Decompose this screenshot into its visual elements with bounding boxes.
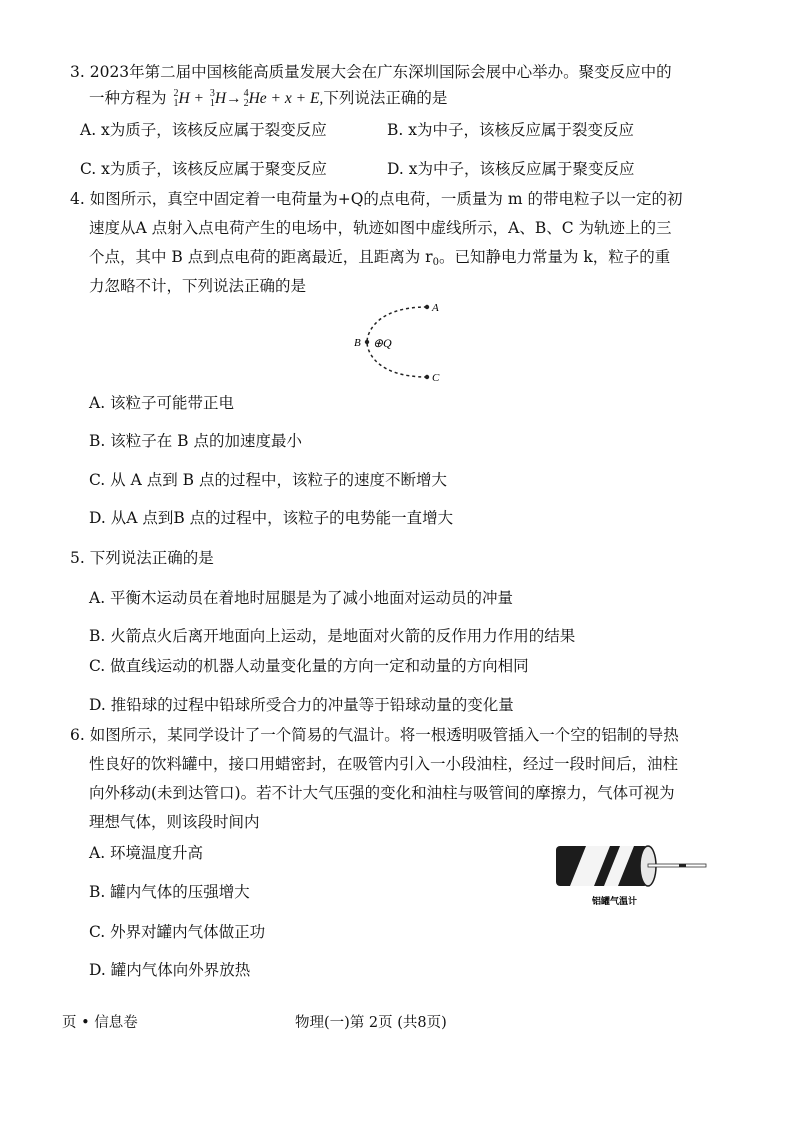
he-symbol: He xyxy=(248,90,267,107)
q5-option-a: A. 平衡木运动员在着地时屈腿是为了减小地面对运动员的冲量 xyxy=(89,589,514,607)
h3-symbol: H xyxy=(214,90,227,107)
label-c: C xyxy=(432,372,440,384)
q4-stem-line1: 4. 如图所示，真空中固定着一电荷量为+Q的点电荷，一质量为 m 的带电粒子以一定的初 xyxy=(70,190,683,208)
q6-stem-line2: 性良好的饮料罐中，接口用蜡密封，在吸管内引入一小段油柱，经过一段时间后，油柱 xyxy=(89,755,679,773)
oil-column xyxy=(679,864,686,867)
q6-option-b: B. 罐内气体的压强增大 xyxy=(89,883,250,901)
r0-subscript: 0 xyxy=(432,257,439,268)
straw xyxy=(648,864,706,867)
footer-page-number: 物理(一)第 2页 (共8页) xyxy=(295,1015,447,1031)
h2-atomic-number: 1 xyxy=(173,98,179,110)
q4-stem-line3-prefix: 个点，其中 B 点到点电荷的距离最近，且距离为 r xyxy=(89,248,433,266)
q4-option-b: B. 该粒子在 B 点的加速度最小 xyxy=(89,432,302,450)
point-charge-label: ⊕Q xyxy=(373,336,392,350)
q5-option-b: B. 火箭点火后离开地面向上运动，是地面对火箭的反作用力作用的结果 xyxy=(89,627,576,645)
q4-stem-line3-suffix: 。已知静电力常量为 k，粒子的重 xyxy=(438,248,671,266)
plus-sign: + xyxy=(189,90,208,107)
q3-option-d: D. x为中子，该核反应属于聚变反应 xyxy=(387,160,635,178)
q4-option-a: A. 该粒子可能带正电 xyxy=(89,394,235,412)
q4-trajectory-figure xyxy=(345,296,455,386)
q4-stem-line4: 力忽略不计，下列说法正确的是 xyxy=(89,277,307,295)
q6-stem-line4: 理想气体，则该段时间内 xyxy=(89,813,260,831)
q5-option-c: C. 做直线运动的机器人动量变化量的方向一定和动量的方向相同 xyxy=(89,657,529,675)
footer-left: 页 • 信息卷 xyxy=(62,1015,138,1031)
q6-option-c: C. 外界对罐内气体做正功 xyxy=(89,923,266,941)
q3-stem-line1: 3. 2023年第二届中国核能高质量发展大会在广东深圳国际会展中心举办。聚变反应中的 xyxy=(70,63,672,81)
q6-stem-line1: 6. 如图所示，某同学设计了一个简易的气温计。将一根透明吸管插入一个空的铝制的导热 xyxy=(70,726,679,744)
label-a: A xyxy=(432,302,439,314)
he-atomic-number: 2 xyxy=(243,98,249,110)
q6-option-d: D. 罐内气体向外界放热 xyxy=(89,961,251,979)
reaction-arrow: → xyxy=(226,90,242,107)
label-b: B xyxy=(354,337,361,349)
h3-mass-number: 3 xyxy=(209,88,215,100)
he-mass-number: 4 xyxy=(243,88,249,100)
h2-symbol: H xyxy=(178,90,190,107)
q3-stem-prefix: 一种方程为 xyxy=(89,89,167,107)
q5-stem-line1: 5. 下列说法正确的是 xyxy=(70,549,214,567)
point-a xyxy=(425,305,429,309)
q3-stem-line2 xyxy=(89,88,447,109)
h3-atomic-number: 1 xyxy=(209,98,215,110)
q4-stem-line3 xyxy=(89,247,670,273)
q3-option-c: C. x为质子，该核反应属于聚变反应 xyxy=(80,160,327,178)
q4-option-c: C. 从 A 点到 B 点的过程中，该粒子的速度不断增大 xyxy=(89,471,447,489)
q3-option-b: B. x为中子，该核反应属于裂变反应 xyxy=(387,121,634,139)
point-b xyxy=(365,340,369,344)
q6-can-thermometer-figure xyxy=(548,838,710,910)
q5-option-d: D. 推铅球的过程中铅球所受合力的冲量等于铅球动量的变化量 xyxy=(89,696,514,714)
q4-stem-line2: 速度从A 点射入点电荷产生的电场中，轨迹如图中虚线所示，A、B、C 为轨迹上的三 xyxy=(89,219,672,237)
point-c xyxy=(425,375,429,379)
q4-option-d: D. 从A 点到B 点的过程中，该粒子的电势能一直增大 xyxy=(89,509,454,527)
equation-tail: + x + E, xyxy=(266,90,324,107)
q3-stem-suffix: 下列说法正确的是 xyxy=(323,89,448,107)
q3-option-a: A. x为质子，该核反应属于裂变反应 xyxy=(80,121,327,139)
q3-equation xyxy=(171,88,324,110)
q6-option-a: A. 环境温度升高 xyxy=(89,844,204,862)
h2-mass-number: 2 xyxy=(173,88,179,100)
q6-stem-line3: 向外移动(未到达管口)。若不计大气压强的变化和油柱与吸管间的摩擦力，气体可视为 xyxy=(89,784,675,802)
can-figure-caption: 铝罐气温计 xyxy=(592,897,638,907)
